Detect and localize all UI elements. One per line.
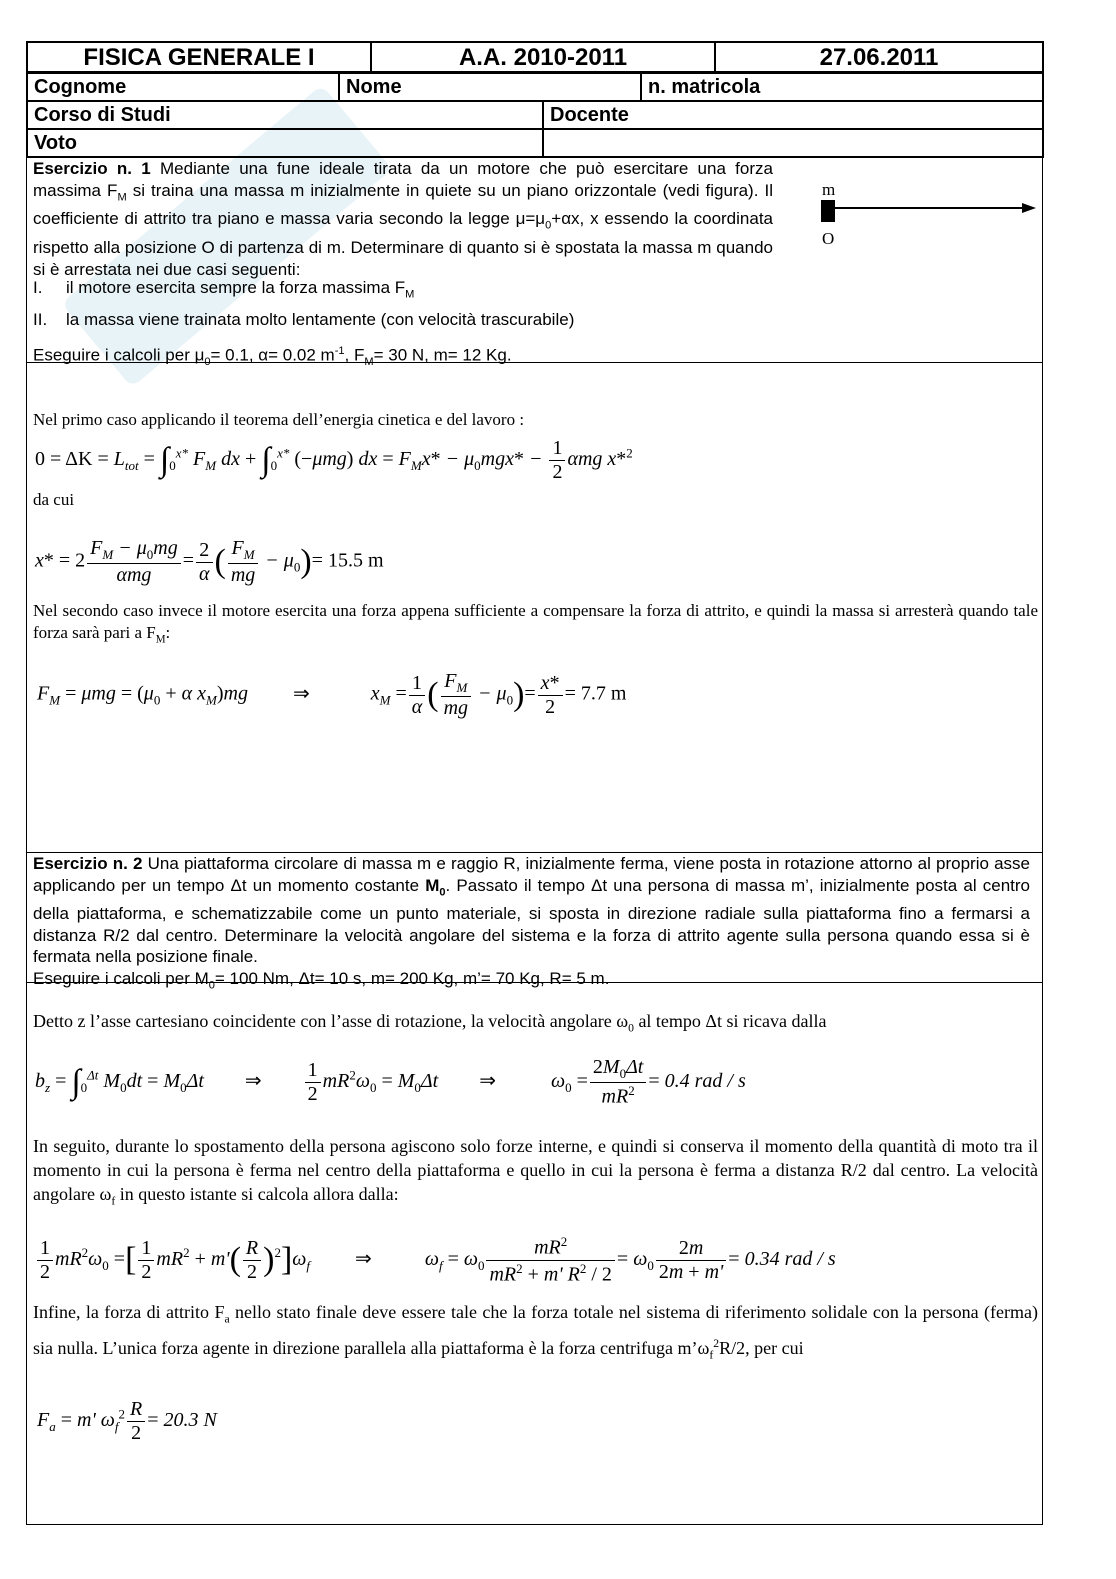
sol2-para3-a: Infine, la forza di attrito F bbox=[33, 1302, 225, 1322]
exercise-1-title: Esercizio n. 1 bbox=[33, 159, 151, 178]
case-2-label: la massa viene trainata molto lentamente (con velocità trascurabile) bbox=[66, 310, 575, 329]
header-row-2 bbox=[26, 72, 1044, 102]
header-row-3 bbox=[26, 100, 1044, 130]
teacher-label: Docente bbox=[550, 104, 629, 126]
sol2-intro: Detto z l’asse cartesiano coincidente con l’asse di rotazione, la velocità angolare $\omega_0$ al tempo Δt si ricava dalla bbox=[33, 1011, 827, 1035]
case-2 bbox=[33, 309, 47, 331]
eq-energy: $0 = \Delta K = L_{tot} = \int_0^{x*}$ $F_M$ dx + $\int_0^{x*}$ (−μmg) dx = $F_Mx* - \mu_0mgx*$ − $\frac{1}{2}$ αmg x*$^2$ bbox=[35, 437, 633, 483]
mass-block bbox=[821, 200, 835, 222]
case-1-text bbox=[66, 277, 414, 306]
exercise-1-text bbox=[33, 158, 773, 280]
sol1-second-sub: M bbox=[155, 633, 166, 646]
sol2-para3-c: R/2, per cui bbox=[719, 1337, 804, 1358]
calc-b: = 0.1, α= 0.02 m bbox=[210, 345, 335, 365]
fig-label-m: m bbox=[822, 180, 836, 199]
result-friction: 20.3 N bbox=[163, 1409, 217, 1432]
sol2-para3-b: nello stato finale deve essere tale che la forza totale nel sistema di riferimento solidale con la persona (ferma) sia nulla. L’unica forza agente in direzione parallela alla piattaforma è la forza centrifuga m’ω bbox=[33, 1302, 1039, 1358]
calc-a: Eseguire i calcoli per μ bbox=[33, 345, 205, 365]
sol1-intro: Nel primo caso applicando il teorema dell’energia cinetica e del lavoro : bbox=[33, 410, 525, 429]
case-1-label: il motore esercita sempre la forza massima F bbox=[66, 278, 406, 297]
sol1-second-text: Nel secondo caso invece il motore esercita una forza appena sufficiente a compensare la forza di attrito, e quindi la massa si arresterà quando tale forza sarà pari a F bbox=[33, 601, 1038, 642]
eq-omegaf: $\frac{1}{2}$ $mR^2\omega_0$ =[ $\frac{1}{2}$ $mR^2 + m'$( $\frac{R}{2}$ )$^2]\omega_f$ ⇒ $\omega_f = \omega_0$ $\frac{mR^2}{mR^2 + m' R^2 / 2}$ = $\omega_0$ $\frac{2m}{2m + m'}$ = 0.34 rad / s bbox=[35, 1234, 836, 1286]
sol1-second bbox=[33, 600, 1038, 650]
result-xm: 7.7 m bbox=[580, 682, 627, 705]
calc-c: , F bbox=[344, 345, 365, 365]
result-omegaf: 0.34 rad / s bbox=[744, 1247, 836, 1270]
ex1-text-a: Mediante una fune ideale tirata da un motore che può esercitare una forza massima F bbox=[33, 159, 773, 200]
ex2-text-a: Una piattaforma circolare di massa m e raggio R, inizialmente ferma, viene posta in rotazione attorno al proprio asse applicando per un tempo Δt un momento costante bbox=[33, 854, 1030, 895]
ex2-calc-a: Eseguire i calcoli per M bbox=[33, 968, 209, 988]
exercise-1-calc: Eseguire i calcoli per $\mu_0= 0.1$, α= 0.02 $m^{-1}$, $F_M= 30$ N, m= 12 Kg. bbox=[33, 345, 512, 369]
ex2-m0: M bbox=[425, 875, 440, 895]
calc-d: = 30 N, m= 12 Kg. bbox=[373, 345, 512, 365]
result-omega0: 0.4 rad / s bbox=[664, 1069, 746, 1092]
calc-sub-1: 0 bbox=[204, 356, 211, 369]
case-2-text bbox=[66, 309, 574, 331]
case-1 bbox=[33, 277, 42, 299]
sol1-second-end: : bbox=[165, 623, 171, 642]
fig-label-o: O bbox=[822, 229, 835, 248]
sol2-para2-b: in questo istante si calcola allora dalla: bbox=[115, 1184, 399, 1204]
ex1-text-b: si traina una massa m inizialmente in quiete su un piano orizzontale (vedi figura). Il coefficiente di attrito tra piano e massa varia secondo la legge μ=μ bbox=[33, 180, 773, 229]
ex1-text-c: +αx, x essendo la coordinata rispetto alla posizione O di partenza di m. Determinare di quanto si è spostata la massa m quando si è arrestata nei due casi seguenti: bbox=[33, 209, 773, 279]
course-title: FISICA GENERALE I bbox=[83, 44, 315, 71]
sol1-dacui: da cui bbox=[33, 490, 75, 509]
calc-sub-2: M bbox=[364, 356, 374, 369]
exam-date: 27.06.2011 bbox=[819, 44, 939, 71]
exercise-1-figure bbox=[810, 178, 1040, 248]
result-xstar: 15.5 m bbox=[327, 549, 384, 572]
sol2-para2-a: In seguito, durante lo spostamento della persona agiscono solo forze interne, e quindi si conserva il momento della quantità di moto tra il momento in cui la persona è ferma nel centro della piattaforma e quello in cui la persona è ferma a distanza R/2 dal centro. La velocità angolare ω bbox=[33, 1136, 1038, 1204]
sol2-intro-b: al tempo Δt si ricava dalla bbox=[633, 1011, 827, 1031]
name-label: Nome bbox=[346, 76, 402, 98]
ex2-calc-b: = 100 Nm, Δt= 10 s, m= 200 Kg, m’= 70 Kg, R= 5 m. bbox=[214, 968, 610, 988]
ex1-fm-sub: M bbox=[117, 190, 127, 203]
surname-label: Cognome bbox=[34, 76, 127, 98]
eq-xstar: x* = 2 $\frac{F_M - \mu_0mg}{\text{αmg}}$ = $\frac{2}{\alpha}$ ( $\frac{F_M}{mg}$ − $\mu_0)= 15.5$ m bbox=[35, 537, 384, 586]
sol2-para2: In seguito, durante lo spostamento della persona agiscono solo forze interne, e quindi si conserva il momento della quantità di moto tra il momento in cui la persona è ferma nel centro della piattaforma e quello in cui la persona è ferma a distanza R/2 dal centro. La velocità angolare $\omega_f$ in questo istante si calcola allora dalla: bbox=[33, 1136, 1038, 1208]
eq-friction: $F_a = m'$ $\omega_f^2$ $\frac{R}{2}$ = 20.3 N bbox=[37, 1398, 217, 1444]
matricola-label: n. matricola bbox=[648, 76, 761, 98]
ex1-mu-sub: 0 bbox=[545, 219, 552, 232]
grade-label: Voto bbox=[34, 132, 77, 154]
exercise-2-text: Esercizio n. 2 Una piattaforma circolare di massa m e raggio R, inizialmente ferma, viene posta in rotazione attorno al proprio asse applicando per un tempo Δt un momento costante $M_0$. Passato il tempo Δt una persona di massa m’, inizialmente posta al centro della piattaforma, e schematizzabile come un punto materiale, si sposta in direzione radiale sulla piattaforma fino a fermarsi a distanza R/2 dal centro. Determinare la velocità angolare del sistema e la forza di attrito agente sulla persona quando essa si è fermata nella posizione finale. Eseguire i calcoli per $M_0= 100$ Nm, Δt= 10 s, m= 200 Kg, m’= 70 Kg, R= 5 m. bbox=[33, 854, 1030, 992]
exercise-2-title: Esercizio n. 2 bbox=[33, 854, 143, 873]
header-row-1 bbox=[26, 41, 1044, 73]
study-label: Corso di Studi bbox=[34, 104, 171, 126]
ex2-text-b: . Passato il tempo Δt una persona di massa m’, inizialmente posta al centro della piattaforma, e schematizzabile come un punto materiale, si sposta in direzione radiale sulla piattaforma fino a fermarsi a distanza R/2 dal centro. Determinare la velocità angolare del sistema e la forza di attrito agente sulla persona quando essa si è fermata nella posizione finale. bbox=[33, 875, 1030, 967]
academic-year: A.A. 2010-2011 bbox=[458, 44, 628, 71]
case-1-sub: M bbox=[405, 288, 415, 301]
eq-xm: $F_M = \mu mg = (\mu_0 + \alpha$ $x_M)mg$ ⇒ $x_M$ = $\frac{1}{\alpha}$ ( $\frac{F_M}{mg}$ − $\mu_0)=$ $\frac{x*}{2}$ = 7.7 m bbox=[37, 670, 627, 719]
eq-omega0: $b_z = \int_0^{\Delta t}$ $M_0dt = M_0\Delta t$ ⇒ $\frac{1}{2}$ $mR^2\omega_0 = M_0\Delta t$ ⇒ $\omega_0$ = $\frac{2M_0\Delta t}{mR^2}$ = 0.4 rad / s bbox=[35, 1056, 746, 1108]
sol2-para3: Infine, la forza di attrito $F_a$ nello stato finale deve essere tale che la forza totale nel sistema di riferimento solidale con la persona (ferma) sia nulla. L’unica forza agente in direzione parallela alla piattaforma è la forza centrifuga $m’\omega_f^2R/2$, per cui bbox=[33, 1302, 1039, 1362]
case-2-num: II. bbox=[33, 310, 48, 329]
case-1-num: I. bbox=[33, 278, 43, 297]
header-row-4 bbox=[26, 128, 1044, 158]
sol2-intro-a: Detto z l’asse cartesiano coincidente con l’asse di rotazione, la velocità angolare ω bbox=[33, 1011, 629, 1031]
arrow-head-icon bbox=[1022, 203, 1036, 213]
